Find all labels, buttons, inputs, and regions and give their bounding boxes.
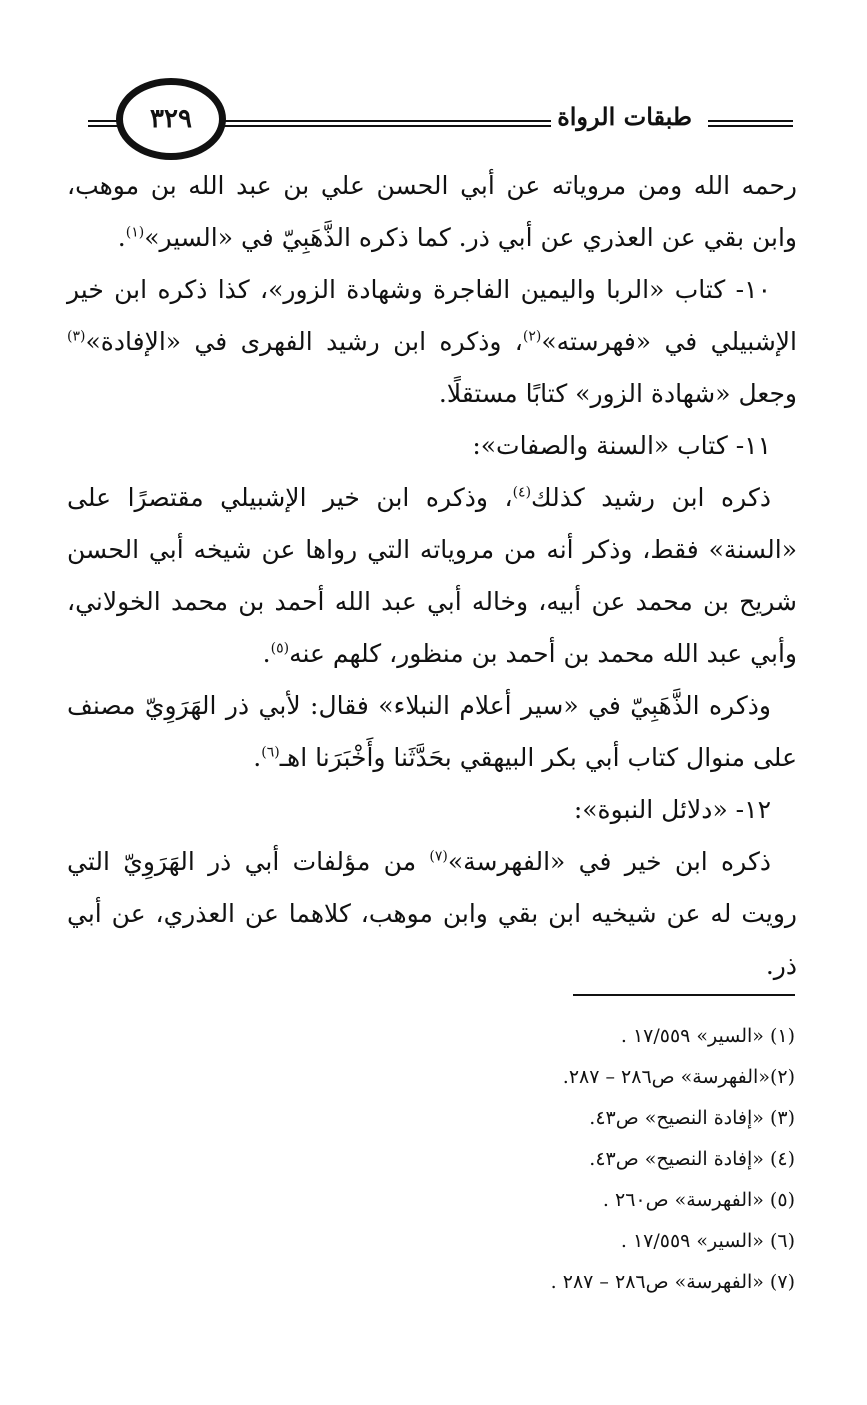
main-text xyxy=(67,160,797,992)
footnote-ref-2: (٢) xyxy=(522,328,542,345)
footnote: (١) «السير» ١٧/٥٥٩ . xyxy=(620,1025,795,1047)
dhahabi-paragraph xyxy=(67,680,797,784)
footnote-ref-6: (٦) xyxy=(261,744,280,761)
running-title: طبقات الرواة xyxy=(551,102,698,131)
footnotes xyxy=(95,1016,795,1303)
item-11-body xyxy=(67,472,797,680)
footnote: (٢)«الفهرسة» ص٢٨٦ – ٢٨٧. xyxy=(562,1066,795,1088)
footnote-separator xyxy=(573,994,795,996)
item-12-text-a: ذكره ابن خير في «الفهرسة» xyxy=(447,847,771,876)
dhahabi-end: . xyxy=(253,743,262,772)
footnote-ref-7: (٧) xyxy=(429,848,448,865)
footnote-ref-5: (٥) xyxy=(270,640,290,657)
footnote: (٣) «إفادة النصيح» ص٤٣. xyxy=(589,1107,795,1129)
item-11-end: . xyxy=(262,639,271,668)
footnote: (٦) «السير» ١٧/٥٥٩ . xyxy=(620,1230,795,1252)
page-number-ring xyxy=(116,78,226,160)
footnote-ref-4: (٤) xyxy=(512,484,532,501)
item-12-heading: ١٢- «دلائل النبوة»: xyxy=(573,795,771,824)
footnote-ref-3: (٣) xyxy=(67,328,86,345)
footnote: (٥) «الفهرسة» ص٢٦٠ . xyxy=(602,1189,795,1211)
header-rule-right xyxy=(708,120,793,127)
footnote: (٤) «إفادة النصيح» ص٤٣. xyxy=(589,1148,795,1170)
dhahabi-text: وذكره الذَّهَبِيّ في «سير أعلام النبلاء» فقال: لأبي ذر الهَرَوِيّ مصنف على منوال كتاب أبي بكر البيهقي بحَدَّثَنا وأَخْبَرَنا اهـ xyxy=(67,691,797,772)
item-10 xyxy=(67,264,797,420)
footnote-ref-1: (١) xyxy=(125,224,145,241)
paragraph-1 xyxy=(67,160,797,264)
item-10-text-c: وجعل «شهادة الزور» كتابًا مستقلًا. xyxy=(438,379,797,408)
item-11-text-b: ، وذكره ابن خير الإشبيلي مقتصرًا على «السنة» فقط، وذكر أنه من مروياته التي رواها عن شيخه أبي الحسن شريح بن محمد عن أبيه، وخاله أبي عبد الله أحمد بن محمد الخولاني، وأبي عبد الله محمد بن أحمد بن منظور، كلهم عنه xyxy=(67,483,797,668)
item-10-text-b: ، وذكره ابن رشيد الفهرى في «الإفادة» xyxy=(85,327,523,356)
item-12-body xyxy=(67,836,797,992)
paragraph-1-end: . xyxy=(117,223,126,252)
item-12-text-b: من مؤلفات أبي ذر الهَرَوِيّ التي رويت له عن شيخيه ابن بقي وابن موهب، كلاهما عن العذري، عن أبي ذر. xyxy=(67,847,797,980)
footnote: (٧) «الفهرسة» ص٢٨٦ – ٢٨٧ . xyxy=(550,1271,795,1293)
item-10-text-a: ١٠- كتاب «الربا واليمين الفاجرة وشهادة الزور»، كذا ذكره ابن خير الإشبيلي في «فهرسته» xyxy=(67,275,797,356)
page-number: ٣٢٩ xyxy=(150,104,192,134)
item-11-text-a: ذكره ابن رشيد كذلك xyxy=(531,483,771,512)
item-11-heading: ١١- كتاب «السنة والصفات»: xyxy=(472,431,771,460)
header-rule-middle xyxy=(206,120,593,127)
paragraph-1-text: رحمه الله ومن مروياته عن أبي الحسن علي بن عبد الله بن موهب، وابن بقي عن العذري عن أبي ذر. كما ذكره الذَّهَبِيّ في «السير» xyxy=(67,171,797,252)
page-header xyxy=(88,78,793,162)
